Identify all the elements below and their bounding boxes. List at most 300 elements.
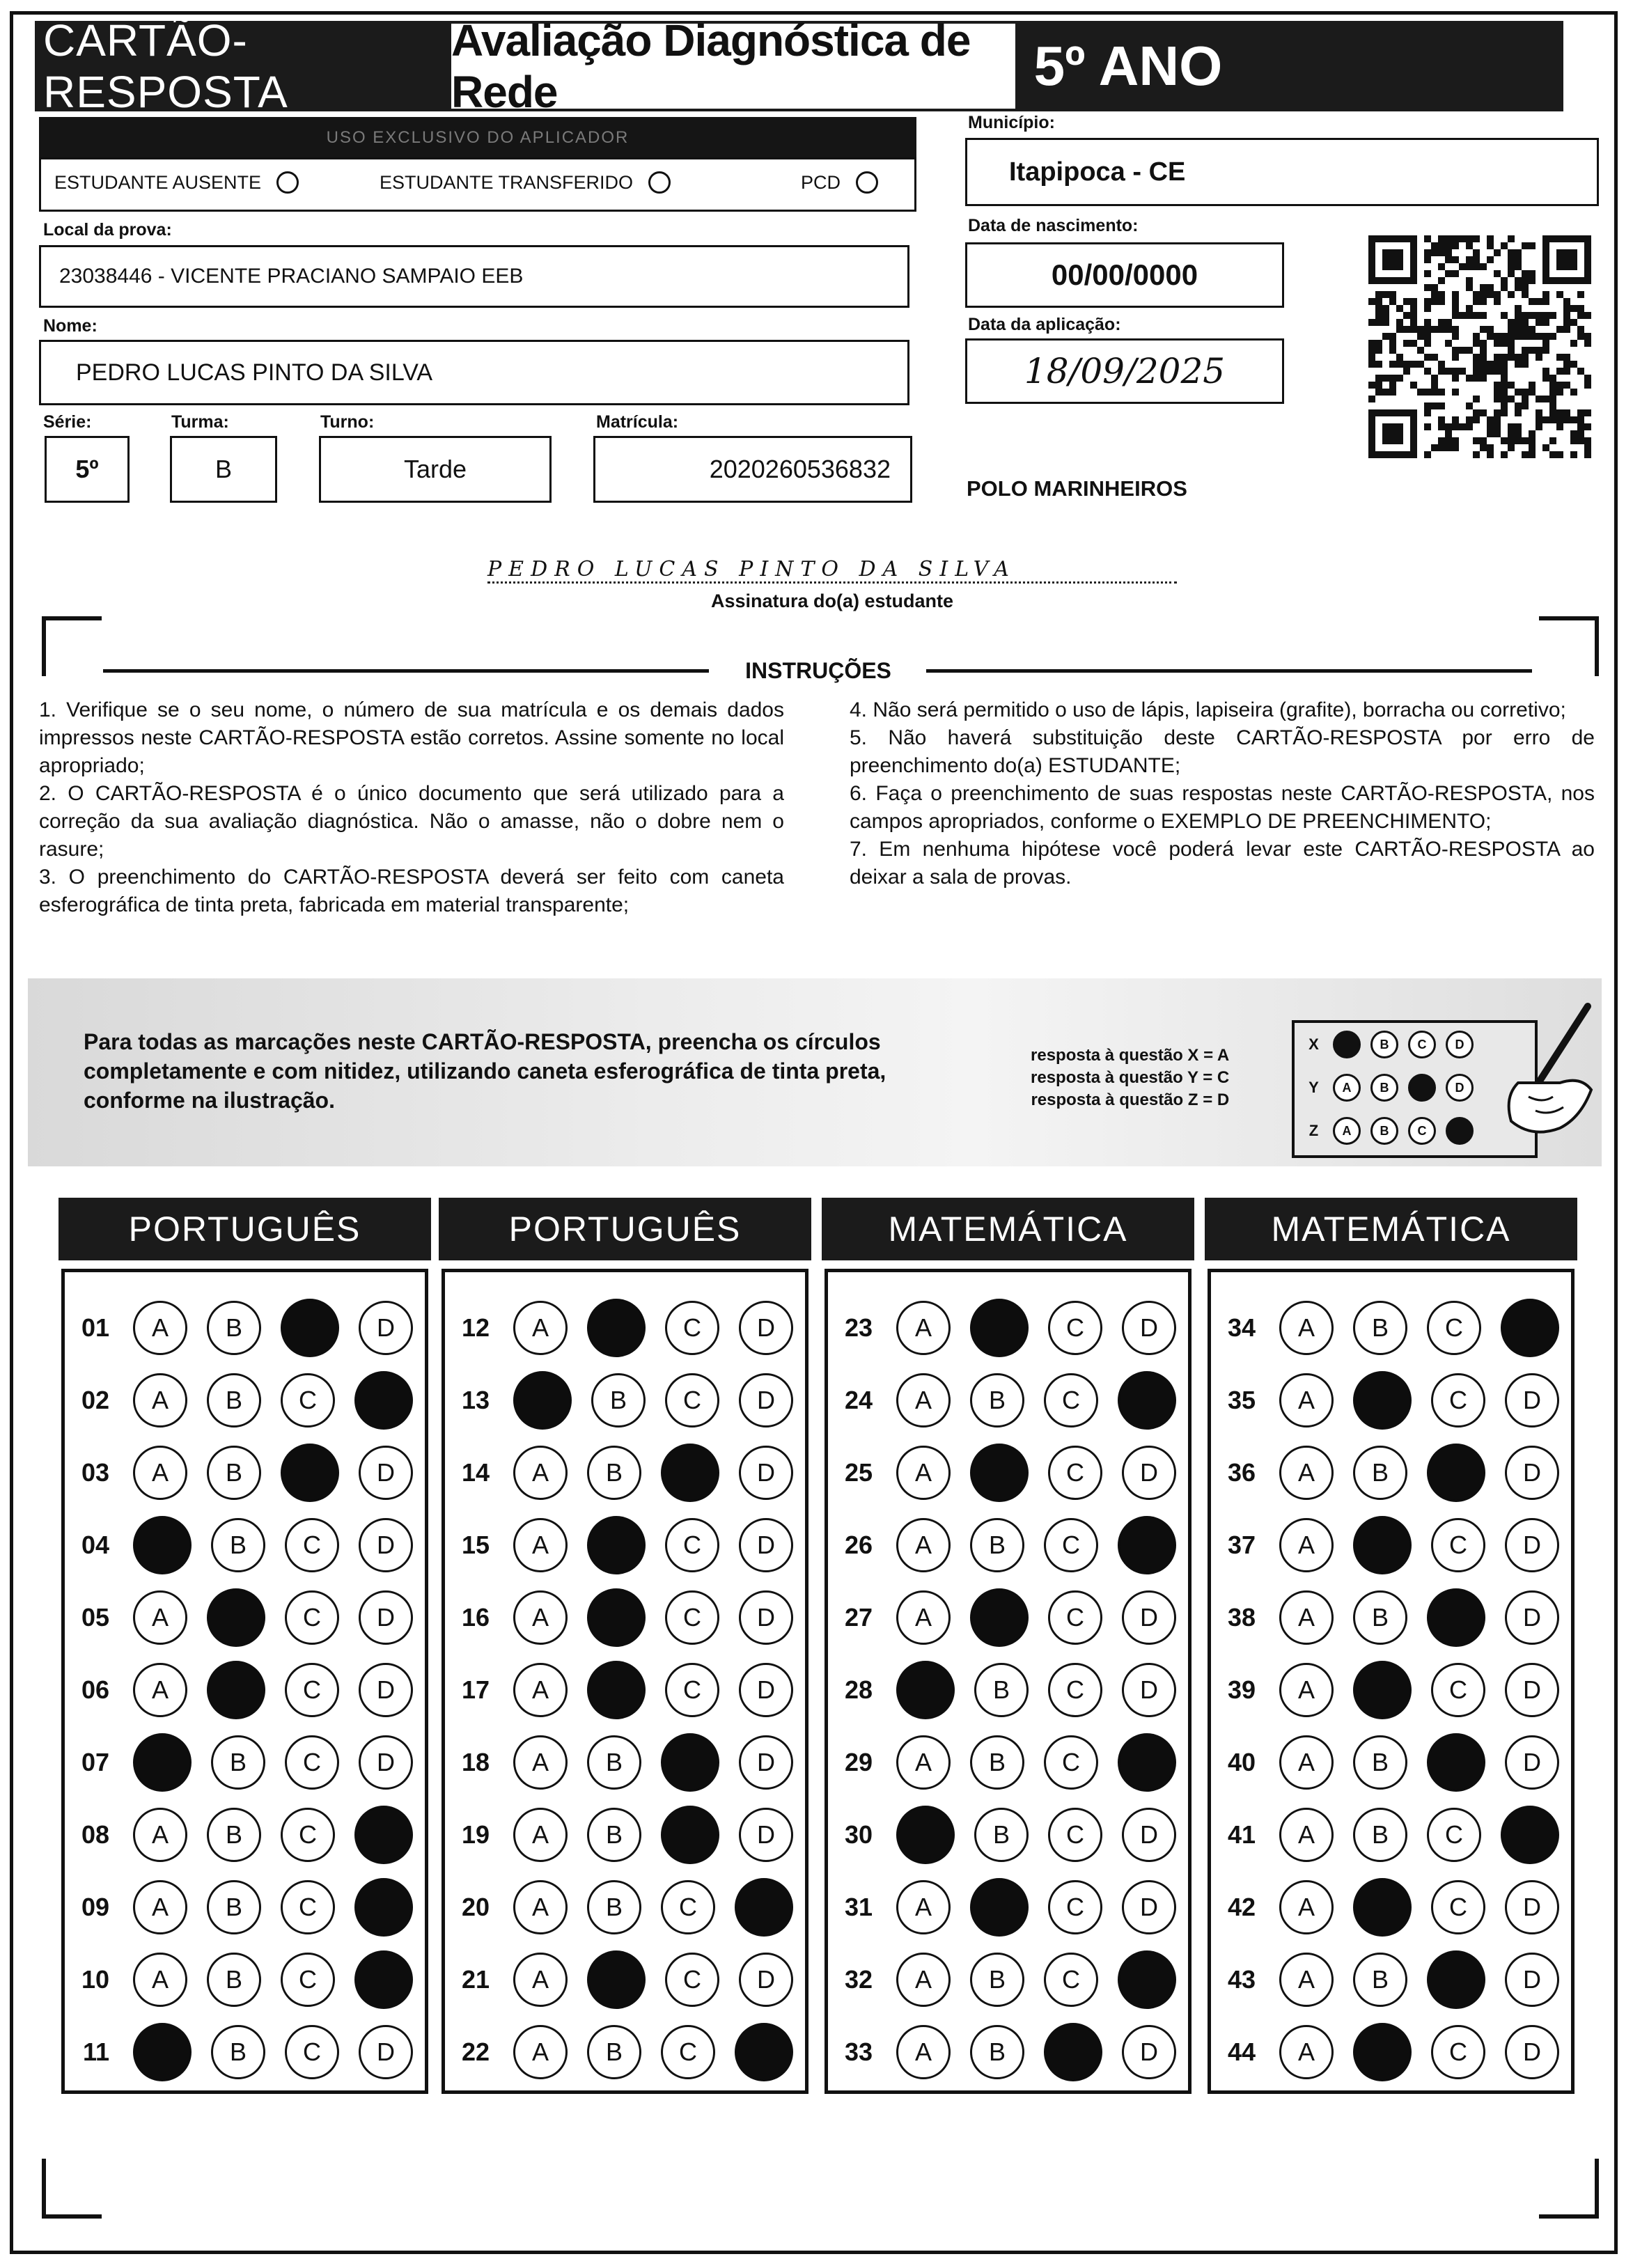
question-row-34: [1211, 1292, 1559, 1364]
serie-value: 5º: [75, 455, 99, 483]
bubble-10-d-filled[interactable]: [354, 1950, 413, 2009]
question-row-06: [65, 1654, 413, 1726]
bubble-34-b[interactable]: B: [1353, 1301, 1407, 1355]
bubble-11-d[interactable]: D: [359, 2025, 413, 2079]
question-number: 06: [81, 1675, 109, 1704]
bubble-08-a[interactable]: A: [133, 1808, 187, 1862]
example-bubble-z-c: C: [1408, 1117, 1436, 1145]
matricula-value: 2020260536832: [709, 455, 891, 483]
bubble-16-b-filled[interactable]: [587, 1588, 646, 1647]
bubble-18-d[interactable]: D: [739, 1735, 793, 1790]
bubble-25-d[interactable]: D: [1122, 1446, 1176, 1500]
bubble-24-a[interactable]: A: [896, 1373, 951, 1428]
bubble-25-b-filled[interactable]: [970, 1444, 1029, 1502]
bubble-07-d[interactable]: D: [359, 1735, 413, 1790]
bubble-42-a[interactable]: A: [1279, 1880, 1334, 1934]
matricula-label: Matrícula:: [596, 412, 679, 432]
bubble-28-b[interactable]: B: [974, 1663, 1029, 1717]
bubble-06-c[interactable]: C: [285, 1663, 339, 1717]
question-number: 39: [1227, 1675, 1256, 1704]
bubble-24-b[interactable]: B: [970, 1373, 1024, 1428]
corner-bottom-left: [42, 2159, 102, 2219]
question-row-44: [1211, 2016, 1559, 2088]
pcd-label: PCD: [801, 171, 841, 193]
bubble-35-d[interactable]: D: [1505, 1373, 1559, 1428]
question-number: 12: [461, 1313, 490, 1342]
question-number: 07: [81, 1748, 109, 1776]
bubble-38-c-filled[interactable]: [1427, 1588, 1485, 1647]
bubble-38-a[interactable]: A: [1279, 1590, 1334, 1645]
bubble-36-a[interactable]: A: [1279, 1446, 1334, 1500]
bubble-32-a[interactable]: A: [896, 1953, 951, 2007]
bubble-30-a-filled[interactable]: [896, 1806, 955, 1864]
bubble-36-c-filled[interactable]: [1427, 1444, 1485, 1502]
bubble-23-c[interactable]: C: [1048, 1301, 1102, 1355]
bubble-40-c-filled[interactable]: [1427, 1733, 1485, 1792]
question-row-33: [828, 2016, 1176, 2088]
bubble-05-b-filled[interactable]: [207, 1588, 265, 1647]
bubble-14-d[interactable]: D: [739, 1446, 793, 1500]
question-row-05: [65, 1581, 413, 1654]
bubble-12-b-filled[interactable]: [587, 1299, 646, 1357]
legend-z: resposta à questão Z = D: [1031, 1090, 1230, 1109]
bubble-44-a[interactable]: A: [1279, 2025, 1334, 2079]
municipio-field: [965, 138, 1599, 206]
bubble-04-c[interactable]: C: [285, 1518, 339, 1572]
bubble-01-a[interactable]: A: [133, 1301, 187, 1355]
question-row-14: [445, 1437, 793, 1509]
bubble-42-c[interactable]: C: [1431, 1880, 1485, 1934]
bubble-21-c[interactable]: C: [665, 1953, 719, 2007]
bubble-41-c[interactable]: C: [1427, 1808, 1481, 1862]
bubble-20-a[interactable]: A: [513, 1880, 568, 1934]
example-bubble-x-a: [1333, 1031, 1361, 1058]
question-number: 42: [1227, 1893, 1256, 1921]
bubble-37-b-filled[interactable]: [1353, 1516, 1412, 1574]
question-row-04: [65, 1509, 413, 1581]
bubble-34-d-filled[interactable]: [1501, 1299, 1559, 1357]
bubble-29-c[interactable]: C: [1044, 1735, 1098, 1790]
corner-bottom-right: [1539, 2159, 1599, 2219]
absent-radio[interactable]: [276, 171, 299, 194]
question-row-23: [828, 1292, 1176, 1364]
question-row-43: [1211, 1944, 1559, 2016]
question-row-03: [65, 1437, 413, 1509]
bubble-14-c-filled[interactable]: [661, 1444, 719, 1502]
bubble-40-b[interactable]: B: [1353, 1735, 1407, 1790]
example-bubble-y-d: D: [1446, 1074, 1474, 1102]
bubble-17-b-filled[interactable]: [587, 1661, 646, 1719]
bubble-16-d[interactable]: D: [739, 1590, 793, 1645]
bubble-33-b[interactable]: B: [970, 2025, 1024, 2079]
bubble-07-c[interactable]: C: [285, 1735, 339, 1790]
question-row-32: [828, 1944, 1176, 2016]
question-row-41: [1211, 1799, 1559, 1871]
nascimento-label: Data de nascimento:: [968, 216, 1139, 235]
bubble-32-c[interactable]: C: [1044, 1953, 1098, 2007]
bubble-15-b-filled[interactable]: [587, 1516, 646, 1574]
bubble-19-d[interactable]: D: [739, 1808, 793, 1862]
bubble-11-b[interactable]: B: [211, 2025, 265, 2079]
bubble-09-d-filled[interactable]: [354, 1878, 413, 1937]
question-number: 19: [461, 1820, 490, 1849]
question-number: 18: [461, 1748, 490, 1776]
example-bubble-y-a: A: [1333, 1074, 1361, 1102]
question-number: 09: [81, 1893, 109, 1921]
bubble-22-c[interactable]: C: [661, 2025, 715, 2079]
bubble-35-a[interactable]: A: [1279, 1373, 1334, 1428]
bubble-39-b-filled[interactable]: [1353, 1661, 1412, 1719]
bubble-13-b[interactable]: B: [591, 1373, 646, 1428]
bubble-04-a-filled[interactable]: [133, 1516, 192, 1574]
question-number: 41: [1227, 1820, 1256, 1849]
bubble-01-c-filled[interactable]: [281, 1299, 339, 1357]
bubble-32-b[interactable]: B: [970, 1953, 1024, 2007]
fill-example-legend: [1031, 1045, 1229, 1111]
question-row-16: [445, 1581, 793, 1654]
transferred-radio[interactable]: [648, 171, 671, 194]
bubble-11-a-filled[interactable]: [133, 2023, 192, 2081]
bubble-37-a[interactable]: A: [1279, 1518, 1334, 1572]
absent-label: ESTUDANTE AUSENTE: [54, 171, 262, 193]
bubble-43-b[interactable]: B: [1353, 1953, 1407, 2007]
bubble-43-d[interactable]: D: [1505, 1953, 1559, 2007]
bubble-29-b[interactable]: B: [970, 1735, 1024, 1790]
question-number: 37: [1227, 1531, 1256, 1559]
bubble-17-c[interactable]: C: [665, 1663, 719, 1717]
bubble-20-c[interactable]: C: [661, 1880, 715, 1934]
bubble-43-a[interactable]: A: [1279, 1953, 1334, 2007]
instructions-left: [39, 696, 784, 919]
bubble-34-c[interactable]: C: [1427, 1301, 1481, 1355]
bubble-37-d[interactable]: D: [1505, 1518, 1559, 1572]
bubble-20-b[interactable]: B: [587, 1880, 641, 1934]
bubble-39-a[interactable]: A: [1279, 1663, 1334, 1717]
bubble-03-b[interactable]: B: [207, 1446, 261, 1500]
question-number: 10: [81, 1965, 109, 1994]
signature-line: PEDRO LUCAS PINTO DA SILVA: [487, 557, 1177, 584]
question-number: 30: [844, 1820, 873, 1849]
question-row-24: [828, 1364, 1176, 1437]
bubble-13-d[interactable]: D: [739, 1373, 793, 1428]
question-row-30: [828, 1799, 1176, 1871]
bubble-10-a[interactable]: A: [133, 1953, 187, 2007]
bubble-24-d-filled[interactable]: [1118, 1371, 1176, 1430]
question-number: 05: [81, 1603, 109, 1632]
question-row-25: [828, 1437, 1176, 1509]
bubble-35-b-filled[interactable]: [1353, 1371, 1412, 1430]
question-number: 22: [461, 2038, 490, 2066]
bubble-40-a[interactable]: A: [1279, 1735, 1334, 1790]
question-number: 01: [81, 1313, 109, 1342]
nome-field: [39, 340, 909, 405]
bubble-30-c[interactable]: C: [1048, 1808, 1102, 1862]
bubble-09-c[interactable]: C: [281, 1880, 335, 1934]
bubble-34-a[interactable]: A: [1279, 1301, 1334, 1355]
nome-label: Nome:: [43, 316, 97, 336]
card-title: CARTÃO-RESPOSTA: [43, 15, 288, 117]
question-number: 25: [844, 1458, 873, 1487]
bubble-39-d[interactable]: D: [1505, 1663, 1559, 1717]
question-row-08: [65, 1799, 413, 1871]
bubble-25-c[interactable]: C: [1048, 1446, 1102, 1500]
bubble-22-d-filled[interactable]: [735, 2023, 793, 2081]
legend-x: resposta à questão X = A: [1031, 1046, 1230, 1065]
bubble-07-a-filled[interactable]: [133, 1733, 192, 1792]
question-number: 35: [1227, 1386, 1256, 1414]
bubble-15-a[interactable]: A: [513, 1518, 568, 1572]
question-number: 21: [461, 1965, 490, 1994]
bubble-26-a[interactable]: A: [896, 1518, 951, 1572]
bubble-41-b[interactable]: B: [1353, 1808, 1407, 1862]
bubble-14-b[interactable]: B: [587, 1446, 641, 1500]
bubble-09-a[interactable]: A: [133, 1880, 187, 1934]
local-field: [39, 245, 909, 308]
example-bubble-x-b: B: [1370, 1031, 1398, 1058]
section-title-2: PORTUGUÊS: [439, 1198, 811, 1260]
question-row-40: [1211, 1726, 1559, 1799]
bubble-09-b[interactable]: B: [207, 1880, 261, 1934]
bubble-30-d[interactable]: D: [1122, 1808, 1176, 1862]
bubble-30-b[interactable]: B: [974, 1808, 1029, 1862]
bubble-21-b-filled[interactable]: [587, 1950, 646, 2009]
section-title-1: PORTUGUÊS: [58, 1198, 431, 1260]
bubble-28-d[interactable]: D: [1122, 1663, 1176, 1717]
instruction-3: 3. O preenchimento do CARTÃO-RESPOSTA deverá ser feito com caneta esferográfica de tinta preta, fabricada em material transparente;: [39, 866, 784, 916]
question-number: 40: [1227, 1748, 1256, 1776]
bubble-05-a[interactable]: A: [133, 1590, 187, 1645]
bubble-10-c[interactable]: C: [281, 1953, 335, 2007]
example-key: Y: [1308, 1079, 1319, 1096]
bubble-42-b-filled[interactable]: [1353, 1878, 1412, 1937]
question-row-01: [65, 1292, 413, 1364]
bubble-38-d[interactable]: D: [1505, 1590, 1559, 1645]
bubble-31-d[interactable]: D: [1122, 1880, 1176, 1934]
bubble-11-c[interactable]: C: [285, 2025, 339, 2079]
bubble-07-b[interactable]: B: [211, 1735, 265, 1790]
bubble-04-b[interactable]: B: [211, 1518, 265, 1572]
bubble-21-d[interactable]: D: [739, 1953, 793, 2007]
bubble-44-b-filled[interactable]: [1353, 2023, 1412, 2081]
bubble-15-c[interactable]: C: [665, 1518, 719, 1572]
question-row-27: [828, 1581, 1176, 1654]
bubble-28-a-filled[interactable]: [896, 1661, 955, 1719]
bubble-38-b[interactable]: B: [1353, 1590, 1407, 1645]
example-key: X: [1308, 1035, 1319, 1053]
question-row-09: [65, 1871, 413, 1944]
bubble-26-b[interactable]: B: [970, 1518, 1024, 1572]
bubble-17-d[interactable]: D: [739, 1663, 793, 1717]
instructions-title: INSTRUÇÕES: [745, 658, 891, 683]
bubble-12-d[interactable]: D: [739, 1301, 793, 1355]
bubble-20-d-filled[interactable]: [735, 1878, 793, 1937]
bubble-18-a[interactable]: A: [513, 1735, 568, 1790]
example-bubble-z-a: A: [1333, 1117, 1361, 1145]
bubble-31-b-filled[interactable]: [970, 1878, 1029, 1937]
bubble-16-c[interactable]: C: [665, 1590, 719, 1645]
local-value: 23038446 - VICENTE PRACIANO SAMPAIO EEB: [59, 265, 524, 288]
question-row-07: [65, 1726, 413, 1799]
bubble-33-d[interactable]: D: [1122, 2025, 1176, 2079]
bubble-42-d[interactable]: D: [1505, 1880, 1559, 1934]
answer-grid-2: [442, 1269, 808, 2094]
question-row-21: [445, 1944, 793, 2016]
bubble-40-d[interactable]: D: [1505, 1735, 1559, 1790]
instructions-right: [850, 696, 1595, 891]
bubble-03-d[interactable]: D: [359, 1446, 413, 1500]
bubble-17-a[interactable]: A: [513, 1663, 568, 1717]
bubble-19-b[interactable]: B: [587, 1808, 641, 1862]
bubble-29-a[interactable]: A: [896, 1735, 951, 1790]
bubble-36-d[interactable]: D: [1505, 1446, 1559, 1500]
bubble-29-d-filled[interactable]: [1118, 1733, 1176, 1792]
qr-code: [1368, 235, 1591, 458]
bubble-08-d-filled[interactable]: [354, 1806, 413, 1864]
bubble-35-c[interactable]: C: [1431, 1373, 1485, 1428]
question-number: 26: [844, 1531, 873, 1559]
instruction-6: 6. Faça o preenchimento de suas respostas neste CARTÃO-RESPOSTA, nos campos apropriados, conforme o EXEMPLO DE PREENCHIMENTO;: [850, 782, 1595, 833]
bubble-37-c[interactable]: C: [1431, 1518, 1485, 1572]
bubble-19-c-filled[interactable]: [661, 1806, 719, 1864]
bubble-33-a[interactable]: A: [896, 2025, 951, 2079]
bubble-41-a[interactable]: A: [1279, 1808, 1334, 1862]
bubble-26-c[interactable]: C: [1044, 1518, 1098, 1572]
section-title-4: MATEMÁTICA: [1205, 1198, 1577, 1260]
example-key: Z: [1308, 1122, 1319, 1139]
bubble-31-c[interactable]: C: [1048, 1880, 1102, 1934]
bubble-16-a[interactable]: A: [513, 1590, 568, 1645]
municipio-value: Itapipoca - CE: [1009, 157, 1186, 187]
bubble-13-a-filled[interactable]: [513, 1371, 572, 1430]
bubble-39-c[interactable]: C: [1431, 1663, 1485, 1717]
question-number: 44: [1227, 2038, 1256, 2066]
question-number: 29: [844, 1748, 873, 1776]
example-bubble-z-b: B: [1370, 1117, 1398, 1145]
bubble-02-b[interactable]: B: [207, 1373, 261, 1428]
bubble-14-a[interactable]: A: [513, 1446, 568, 1500]
aplicacao-value: 18/09/2025: [1024, 351, 1226, 391]
transferred-label: ESTUDANTE TRANSFERIDO: [380, 171, 634, 193]
bubble-28-c[interactable]: C: [1048, 1663, 1102, 1717]
bubble-44-d[interactable]: D: [1505, 2025, 1559, 2079]
question-number: 08: [81, 1820, 109, 1849]
bubble-02-a[interactable]: A: [133, 1373, 187, 1428]
local-label: Local da prova:: [43, 220, 172, 240]
matricula-field: [593, 436, 912, 503]
bubble-23-b-filled[interactable]: [970, 1299, 1029, 1357]
bubble-08-b[interactable]: B: [207, 1808, 261, 1862]
bubble-41-d-filled[interactable]: [1501, 1806, 1559, 1864]
bubble-15-d[interactable]: D: [739, 1518, 793, 1572]
question-number: 20: [461, 1893, 490, 1921]
question-number: 28: [844, 1675, 873, 1704]
bubble-13-c[interactable]: C: [665, 1373, 719, 1428]
bubble-25-a[interactable]: A: [896, 1446, 951, 1500]
question-row-18: [445, 1726, 793, 1799]
aplicacao-field: [965, 338, 1284, 404]
bubble-18-c-filled[interactable]: [661, 1733, 719, 1792]
bubble-08-c[interactable]: C: [281, 1808, 335, 1862]
bubble-21-a[interactable]: A: [513, 1953, 568, 2007]
bubble-23-a[interactable]: A: [896, 1301, 951, 1355]
pcd-radio[interactable]: [856, 171, 878, 194]
polo-text: POLO MARINHEIROS: [967, 476, 1187, 501]
bubble-44-c[interactable]: C: [1431, 2025, 1485, 2079]
instruction-5: 5. Não haverá substituição deste CARTÃO-RESPOSTA por erro de preenchimento do(a) ESTUDANTE;: [850, 726, 1595, 777]
bubble-06-a[interactable]: A: [133, 1663, 187, 1717]
pcd-option[interactable]: [801, 171, 878, 194]
bubble-22-a[interactable]: A: [513, 2025, 568, 2079]
bubble-04-d[interactable]: D: [359, 1518, 413, 1572]
bubble-01-b[interactable]: B: [207, 1301, 261, 1355]
bubble-05-d[interactable]: D: [359, 1590, 413, 1645]
bubble-01-d[interactable]: D: [359, 1301, 413, 1355]
bubble-33-c-filled[interactable]: [1044, 2023, 1102, 2081]
bubble-36-b[interactable]: B: [1353, 1446, 1407, 1500]
bubble-27-d[interactable]: D: [1122, 1590, 1176, 1645]
question-row-29: [828, 1726, 1176, 1799]
bubble-12-c[interactable]: C: [665, 1301, 719, 1355]
bubble-19-a[interactable]: A: [513, 1808, 568, 1862]
bubble-05-c[interactable]: C: [285, 1590, 339, 1645]
bubble-27-a[interactable]: A: [896, 1590, 951, 1645]
bubble-02-c[interactable]: C: [281, 1373, 335, 1428]
question-number: 43: [1227, 1965, 1256, 1994]
instr-rule-right: [926, 669, 1532, 673]
question-row-37: [1211, 1509, 1559, 1581]
bubble-06-b-filled[interactable]: [207, 1661, 265, 1719]
question-number: 11: [82, 2038, 109, 2066]
nascimento-field: [965, 242, 1284, 308]
answer-grid-3: [825, 1269, 1191, 2094]
bubble-32-d-filled[interactable]: [1118, 1950, 1176, 2009]
question-row-39: [1211, 1654, 1559, 1726]
corner-top-right: [1539, 616, 1599, 676]
question-number: 16: [461, 1603, 490, 1632]
bubble-22-b[interactable]: B: [587, 2025, 641, 2079]
serie-label: Série:: [43, 412, 92, 432]
question-row-38: [1211, 1581, 1559, 1654]
bubble-02-d-filled[interactable]: [354, 1371, 413, 1430]
instruction-2: 2. O CARTÃO-RESPOSTA é o único documento que será utilizado para a correção da sua avaliação diagnóstica. Não o amasse, não o dobre nem o rasure;: [39, 782, 784, 861]
bubble-43-c-filled[interactable]: [1427, 1950, 1485, 2009]
bubble-23-d[interactable]: D: [1122, 1301, 1176, 1355]
bubble-03-c-filled[interactable]: [281, 1444, 339, 1502]
transferred-option[interactable]: [380, 171, 671, 194]
question-row-22: [445, 2016, 793, 2088]
bubble-27-c[interactable]: C: [1048, 1590, 1102, 1645]
question-row-42: [1211, 1871, 1559, 1944]
question-number: 14: [461, 1458, 490, 1487]
bubble-10-b[interactable]: B: [207, 1953, 261, 2007]
bubble-24-c[interactable]: C: [1044, 1373, 1098, 1428]
example-bubble-z-d: [1446, 1117, 1474, 1145]
absent-option[interactable]: [54, 171, 299, 194]
bubble-12-a[interactable]: A: [513, 1301, 568, 1355]
question-row-31: [828, 1871, 1176, 1944]
bubble-27-b-filled[interactable]: [970, 1588, 1029, 1647]
signature-label: Assinatura do(a) estudante: [710, 591, 954, 611]
bubble-31-a[interactable]: A: [896, 1880, 951, 1934]
bubble-03-a[interactable]: A: [133, 1446, 187, 1500]
bubble-06-d[interactable]: D: [359, 1663, 413, 1717]
bubble-26-d-filled[interactable]: [1118, 1516, 1176, 1574]
example-bubble-x-c: C: [1408, 1031, 1436, 1058]
municipio-label: Município:: [968, 113, 1055, 132]
question-number: 27: [844, 1603, 873, 1632]
fill-example-text: Para todas as marcações neste CARTÃO-RESPOSTA, preencha os círculos completamente e com nitidez, utilizando caneta esferográfica de tinta preta, conforme na ilustração.: [84, 1029, 886, 1113]
bubble-18-b[interactable]: B: [587, 1735, 641, 1790]
